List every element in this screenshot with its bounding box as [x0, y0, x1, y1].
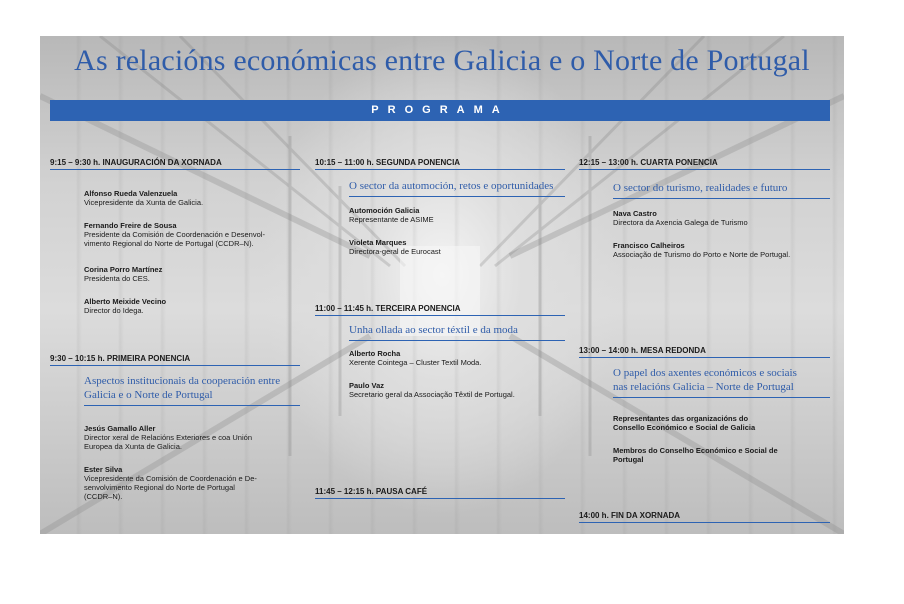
programme-poster [40, 36, 844, 534]
speaker-name: Jesús Gamallo Aller [84, 424, 156, 433]
speaker-role: Directora-geral de Eurocast [349, 247, 441, 256]
speaker-role: senvolvimento Regional do Norte de Portugal [84, 483, 235, 492]
speaker-name: Fernando Freire de Sousa [84, 221, 177, 230]
speaker-entry [349, 206, 434, 224]
participants-line: Representantes das organizacións do [613, 414, 749, 423]
section-head-terceira-ponencia: 11:00 – 11:45 h. TERCEIRA PONENCIA [315, 304, 565, 316]
section-head-mesa-redonda: 13:00 – 14:00 h. MESA REDONDA [579, 346, 830, 358]
speaker-role: Associação de Turismo do Porto e Norte de Portugal. [613, 250, 791, 259]
subtitle-line: Aspectos institucionais da cooperación entre [84, 375, 281, 387]
speaker-entry [84, 465, 257, 501]
speaker-entry [349, 238, 441, 256]
speaker-name: Corina Porro Martínez [84, 265, 163, 274]
speaker-name: Alberto Meixide Vecino [84, 297, 167, 306]
speaker-role: Director do Idega. [84, 306, 144, 315]
session-subtitle: O sector da automoción, retos e oportunidades [349, 179, 565, 197]
section-head-primeira-ponencia: 9:30 – 10:15 h. PRIMEIRA PONENCIA [50, 354, 300, 366]
speaker-entry [613, 241, 790, 259]
participants-entry [613, 446, 778, 464]
subtitle-line: O papel dos axentes económicos e sociais [613, 367, 797, 379]
participants-entry [613, 414, 755, 432]
speaker-role: Europea da Xunta de Galicia. [84, 442, 182, 451]
speaker-name: Nava Castro [613, 209, 657, 218]
speaker-entry [613, 209, 748, 227]
section-head-segunda-ponencia: 10:15 – 11:00 h. SEGUNDA PONENCIA [315, 158, 565, 170]
speaker-entry [84, 265, 162, 283]
speaker-role: Representante de ASIME [349, 215, 434, 224]
section-head-cuarta-ponencia: 12:15 – 13:00 h. CUARTA PONENCIA [579, 158, 830, 170]
section-head-pausa-cafe: 11:45 – 12:15 h. PAUSA CAFÉ [315, 487, 565, 499]
subtitle-line: nas relacións Galicia – Norte de Portugal [613, 381, 794, 393]
speaker-entry [349, 381, 515, 399]
speaker-entry [84, 221, 265, 248]
section-head-fin-xornada: 14:00 h. FIN DA XORNADA [579, 511, 830, 523]
speaker-name: Violeta Marques [349, 238, 407, 247]
speaker-name: Automoción Galicia [349, 206, 420, 215]
speaker-name: Francisco Calheiros [613, 241, 685, 250]
speaker-name: Alberto Rocha [349, 349, 401, 358]
session-subtitle: O sector do turismo, realidades e futuro [613, 181, 830, 199]
session-subtitle: Unha ollada ao sector téxtil e da moda [349, 323, 565, 341]
section-head-inauguracion: 9:15 – 9:30 h. INAUGURACIÓN DA XORNADA [50, 158, 300, 170]
speaker-role: Xerente Cointega – Cluster Textil Moda. [349, 358, 482, 367]
speaker-entry [84, 189, 203, 207]
session-subtitle [84, 374, 300, 406]
subtitle-line: Galicia e o Norte de Portugal [84, 389, 213, 401]
speaker-role: vimento Regional do Norte de Portugal (CCDR–N). [84, 239, 254, 248]
participants-line: Membros do Conselho Económico e Social de [613, 446, 778, 455]
speaker-entry [349, 349, 481, 367]
speaker-name: Paulo Vaz [349, 381, 385, 390]
participants-line: Portugal [613, 455, 644, 464]
speaker-name: Ester Silva [84, 465, 123, 474]
speaker-role: Vicepresidente da Xunta de Galicia. [84, 198, 204, 207]
participants-line: Consello Económico e Social de Galicia [613, 423, 756, 432]
speaker-role: Presidenta do CES. [84, 274, 150, 283]
speaker-role: (CCDR–N). [84, 492, 123, 501]
speaker-role: Secretario geral da Associação Têxtil de Portugal. [349, 390, 515, 399]
speaker-name: Alfonso Rueda Valenzuela [84, 189, 178, 198]
speaker-entry [84, 297, 166, 315]
speaker-role: Director xeral de Relacións Exteriores e coa Unión [84, 433, 252, 442]
page-title: As relacións económicas entre Galicia e o Norte de Portugal [74, 44, 810, 77]
speaker-role: Vicepresidente da Comisión de Coordenación e De- [84, 474, 257, 483]
session-subtitle [613, 366, 830, 398]
speaker-role: Directora da Axencia Galega de Turismo [613, 218, 748, 227]
speaker-entry [84, 424, 252, 451]
speaker-role: Presidente da Comisión de Coordenación e Desenvol- [84, 230, 265, 239]
programa-banner: PROGRAMA [50, 100, 830, 121]
